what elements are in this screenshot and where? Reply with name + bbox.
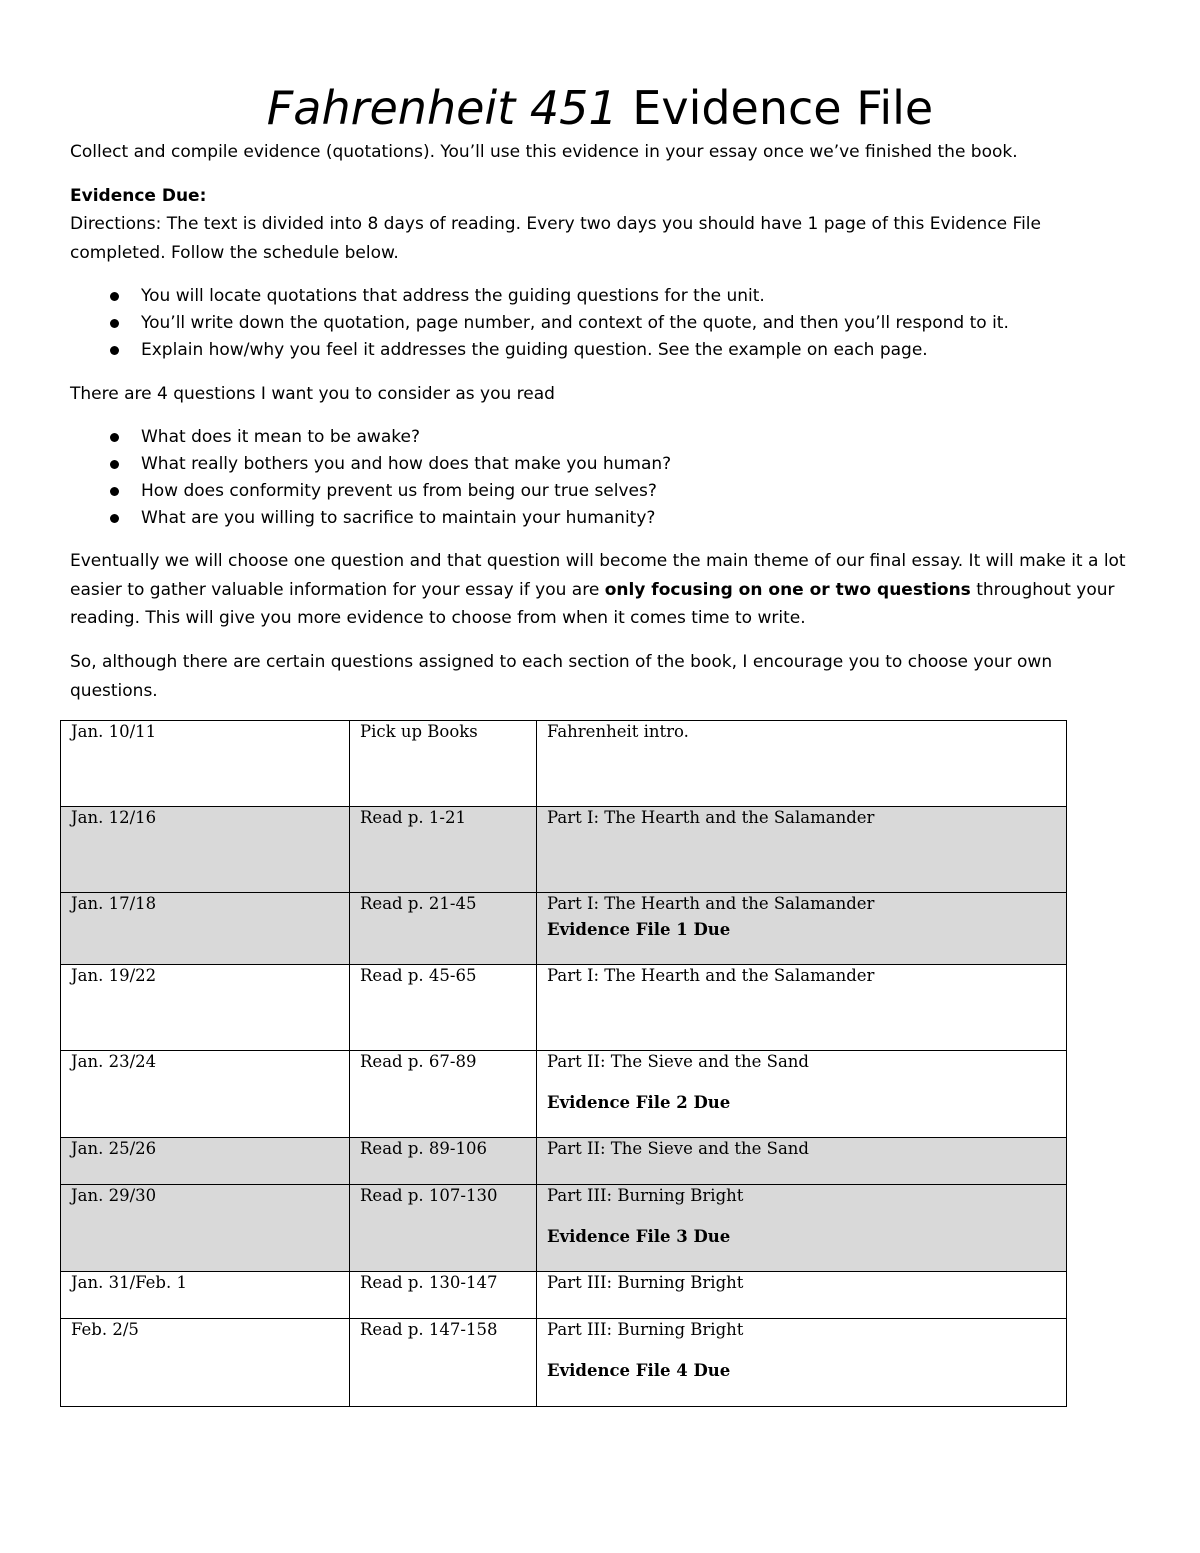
eventually-paragraph — [70, 547, 1135, 633]
instructions-list — [70, 283, 1135, 364]
questions-intro: There are 4 questions I want you to consider as you read — [70, 384, 555, 404]
reading-cell: Read p. 45-65 — [350, 965, 537, 1051]
questions-list — [70, 424, 1135, 532]
part-cell — [537, 1185, 1067, 1272]
table-row — [61, 1185, 1067, 1272]
part-cell — [537, 965, 1067, 1051]
reading-cell: Read p. 147-158 — [350, 1319, 537, 1407]
part-cell — [537, 721, 1067, 807]
part-cell — [537, 893, 1067, 965]
list-item: Explain how/why you feel it addresses the guiding question. See the example on each page. — [70, 337, 1135, 364]
part-cell — [537, 1138, 1067, 1185]
date-cell: Jan. 31/Feb. 1 — [61, 1272, 350, 1319]
list-item: How does conformity prevent us from being our true selves? — [70, 478, 1135, 505]
date-cell: Jan. 29/30 — [61, 1185, 350, 1272]
table-row — [61, 807, 1067, 893]
reading-cell: Read p. 21-45 — [350, 893, 537, 965]
encourage-paragraph: So, although there are certain questions assigned to each section of the book, I encourage you to choose your own questions. — [70, 652, 1053, 701]
evidence-due-label: Evidence File 1 Due — [547, 920, 731, 939]
table-row — [61, 893, 1067, 965]
eventually-text-start: Eventually we will choose one question and that question will become the main theme of our final essay. It will make it a lot easier to gather valuable information for your essay if you are — [70, 551, 1126, 600]
date-cell: Jan. 12/16 — [61, 807, 350, 893]
date-cell: Jan. 17/18 — [61, 893, 350, 965]
table-row — [61, 1138, 1067, 1185]
list-item: What are you willing to sacrifice to maintain your humanity? — [70, 505, 1135, 532]
reading-schedule-table — [60, 720, 1067, 1407]
part-title: Part III: Burning Bright — [547, 1273, 744, 1292]
evidence-due-label: Evidence File 4 Due — [547, 1361, 731, 1380]
part-cell — [537, 1272, 1067, 1319]
date-cell: Jan. 23/24 — [61, 1051, 350, 1138]
part-title: Part I: The Hearth and the Salamander — [547, 894, 875, 913]
directions-paragraph: Directions: The text is divided into 8 days of reading. Every two days you should have 1 page of this Evidence File completed. Follow the schedule below. — [70, 214, 1041, 263]
title-book-name: Fahrenheit 451 — [266, 81, 618, 135]
part-cell — [537, 1051, 1067, 1138]
title-rest: Evidence File — [617, 81, 934, 135]
page-title — [0, 78, 1200, 138]
intro-paragraph: Collect and compile evidence (quotations). You’ll use this evidence in your essay once we’ve finished the book. — [70, 142, 1018, 162]
evidence-due-heading: Evidence Due: — [70, 186, 207, 206]
reading-cell: Read p. 67-89 — [350, 1051, 537, 1138]
table-row — [61, 721, 1067, 807]
list-item: What really bothers you and how does that make you human? — [70, 451, 1135, 478]
part-title: Part I: The Hearth and the Salamander — [547, 808, 875, 827]
part-cell — [537, 807, 1067, 893]
evidence-due-label: Evidence File 3 Due — [547, 1227, 731, 1246]
date-cell: Jan. 10/11 — [61, 721, 350, 807]
part-title: Fahrenheit intro. — [547, 722, 689, 741]
part-title: Part II: The Sieve and the Sand — [547, 1139, 809, 1158]
part-title: Part II: The Sieve and the Sand — [547, 1052, 809, 1071]
reading-cell: Pick up Books — [350, 721, 537, 807]
eventually-text-end: throughout your reading. This will give you more evidence to choose from when it comes time to write. — [70, 579, 1115, 628]
table-row — [61, 1272, 1067, 1319]
reading-cell: Read p. 89-106 — [350, 1138, 537, 1185]
table-row — [61, 1319, 1067, 1407]
date-cell: Jan. 25/26 — [61, 1138, 350, 1185]
part-title: Part III: Burning Bright — [547, 1320, 744, 1339]
date-cell: Feb. 2/5 — [61, 1319, 350, 1407]
date-cell: Jan. 19/22 — [61, 965, 350, 1051]
reading-cell: Read p. 130-147 — [350, 1272, 537, 1319]
table-row — [61, 1051, 1067, 1138]
list-item: You’ll write down the quotation, page number, and context of the quote, and then you’ll respond to it. — [70, 310, 1135, 337]
part-title: Part I: The Hearth and the Salamander — [547, 966, 875, 985]
evidence-due-label: Evidence File 2 Due — [547, 1093, 731, 1112]
eventually-emphasis: only focusing on one or two questions — [604, 579, 971, 600]
reading-cell: Read p. 1-21 — [350, 807, 537, 893]
part-cell — [537, 1319, 1067, 1407]
part-title: Part III: Burning Bright — [547, 1186, 744, 1205]
table-row — [61, 965, 1067, 1051]
list-item: What does it mean to be awake? — [70, 424, 1135, 451]
list-item: You will locate quotations that address the guiding questions for the unit. — [70, 283, 1135, 310]
reading-cell: Read p. 107-130 — [350, 1185, 537, 1272]
